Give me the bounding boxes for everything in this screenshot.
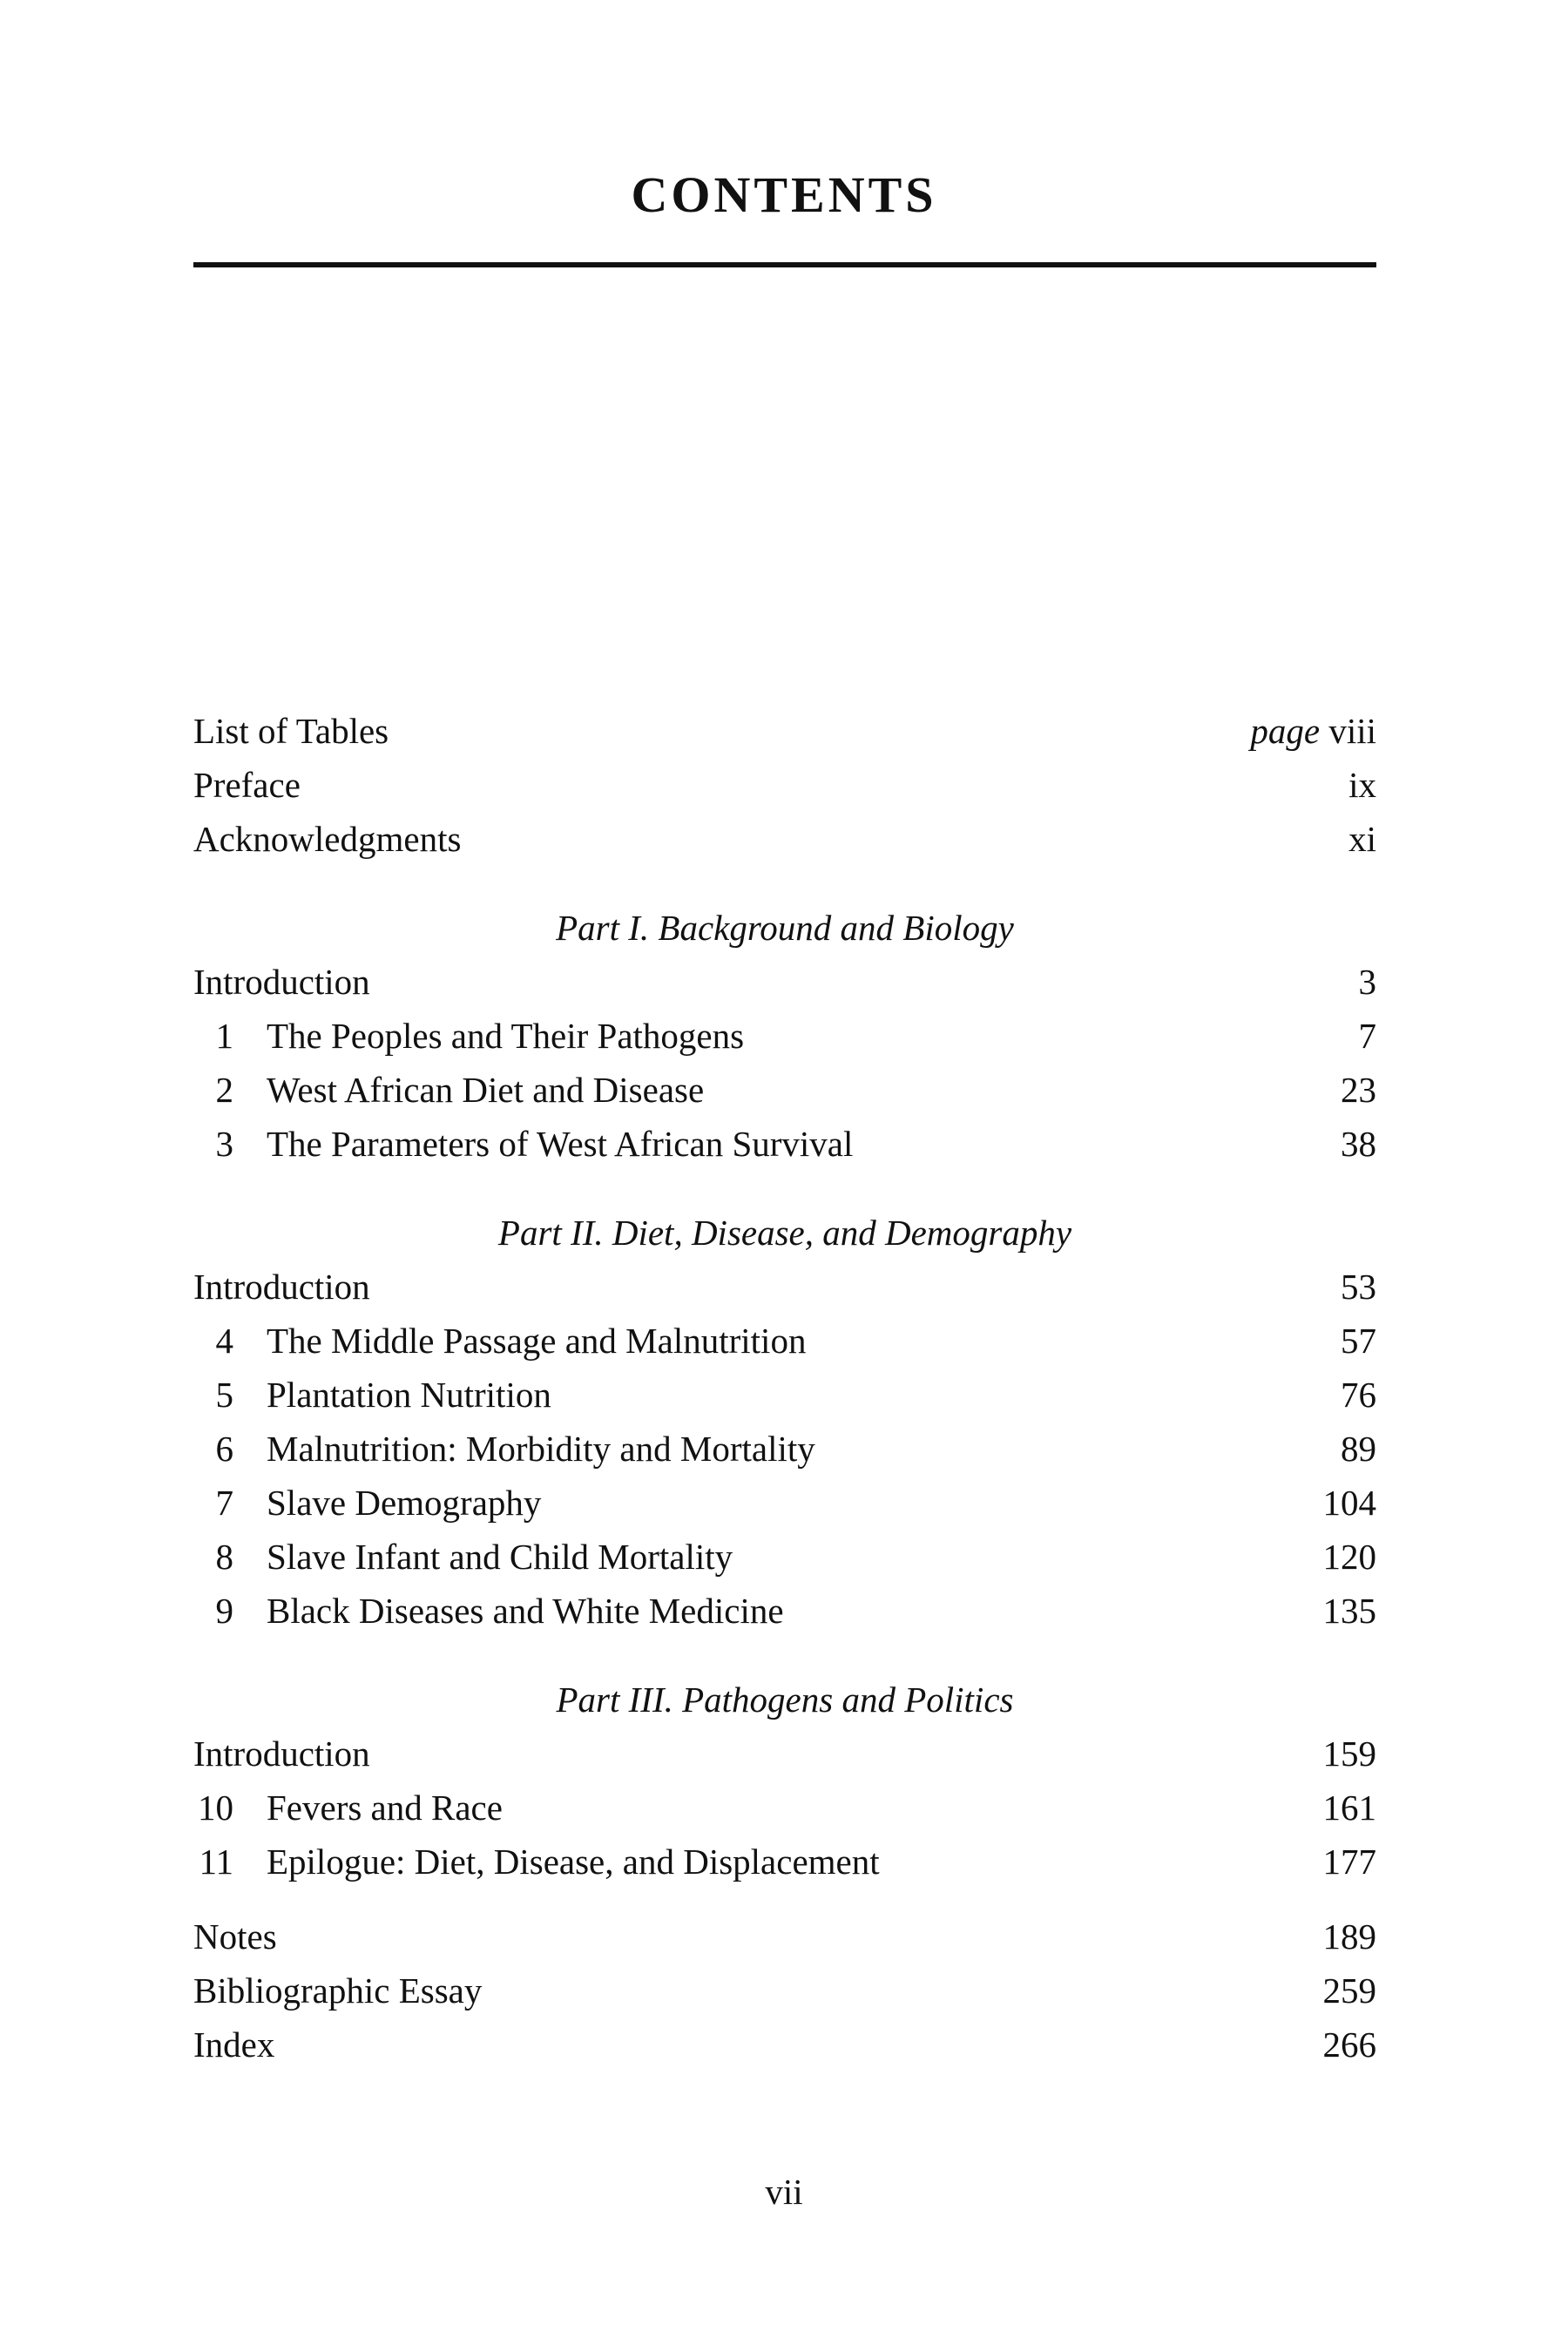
toc-entry-page: 120	[1322, 1537, 1376, 1577]
toc-entry-chapter-6[interactable]	[193, 1422, 1376, 1476]
toc-entry-chapter-5[interactable]	[193, 1368, 1376, 1422]
chapter-number: 7	[215, 1483, 233, 1523]
toc-entry-page: 159	[1322, 1734, 1376, 1774]
toc-entry-bibliographic-essay[interactable]	[193, 1963, 1376, 2017]
chapter-number: 5	[215, 1375, 233, 1415]
chapter-number: 11	[199, 1842, 233, 1882]
toc-entry-chapter-2[interactable]	[193, 1063, 1376, 1117]
toc-entry-page: xi	[1348, 819, 1376, 859]
page-number: viii	[1328, 711, 1376, 751]
toc-entry-page: 53	[1341, 1267, 1376, 1307]
chapter-number: 3	[215, 1124, 233, 1164]
toc-entry-page: ix	[1348, 765, 1376, 805]
toc-entry-index[interactable]	[193, 2017, 1376, 2072]
toc-entry-title: Introduction	[193, 962, 370, 1002]
toc-entry-chapter-1[interactable]	[193, 1009, 1376, 1063]
part-heading-1: Part I. Background and Biology	[556, 908, 1014, 948]
toc-entry-list-of-tables[interactable]	[193, 704, 1376, 758]
toc-entry-page: 161	[1322, 1788, 1376, 1828]
chapter-title: Epilogue: Diet, Disease, and Displacement	[267, 1842, 880, 1882]
chapter-number: 1	[215, 1016, 233, 1056]
part-heading-3: Part III. Pathogens and Politics	[556, 1680, 1014, 1720]
chapter-title: Fevers and Race	[267, 1788, 503, 1828]
toc-entry-title: List of Tables	[193, 711, 389, 751]
toc-entry-page: 57	[1341, 1321, 1376, 1361]
chapter-title: Plantation Nutrition	[267, 1375, 551, 1415]
toc-entry-title: Index	[193, 2024, 275, 2065]
chapter-title: Slave Demography	[267, 1483, 542, 1523]
spacer	[193, 1638, 1376, 1673]
toc-entry-chapter-7[interactable]	[193, 1476, 1376, 1530]
toc-entry-notes[interactable]	[193, 1909, 1376, 1963]
toc-entry-page: 135	[1322, 1591, 1376, 1631]
toc-entry-chapter-8[interactable]	[193, 1530, 1376, 1584]
toc-entry-title: Acknowledgments	[193, 819, 462, 859]
toc-entry-page: 259	[1322, 1970, 1376, 2011]
toc-entry-page: 177	[1322, 1842, 1376, 1882]
toc-entry-page: 38	[1341, 1124, 1376, 1164]
toc-entry-introduction[interactable]	[193, 1260, 1376, 1314]
chapter-number: 10	[198, 1788, 233, 1828]
page-folio: vii	[765, 2172, 803, 2212]
page-title: CONTENTS	[631, 166, 937, 223]
toc-entry-chapter-10[interactable]	[193, 1781, 1376, 1835]
chapter-number: 4	[215, 1321, 233, 1361]
page-prefix: page	[1250, 711, 1321, 751]
chapter-title: The Parameters of West African Survival	[267, 1124, 854, 1164]
toc-entry-page: 189	[1322, 1916, 1376, 1957]
toc-entry-introduction[interactable]	[193, 1727, 1376, 1781]
toc-entry-title: Bibliographic Essay	[193, 1970, 483, 2011]
spacer	[193, 1889, 1376, 1909]
toc-entry-chapter-11[interactable]	[193, 1835, 1376, 1889]
toc-entry-page: 104	[1322, 1483, 1376, 1523]
chapter-number: 2	[215, 1070, 233, 1110]
chapter-title: The Middle Passage and Malnutrition	[267, 1321, 807, 1361]
spacer	[193, 866, 1376, 901]
toc-entry-title: Introduction	[193, 1267, 370, 1307]
toc-entry-chapter-4[interactable]	[193, 1314, 1376, 1368]
toc-entry-title: Introduction	[193, 1734, 370, 1774]
chapter-title: West African Diet and Disease	[267, 1070, 705, 1110]
chapter-number: 9	[215, 1591, 233, 1631]
toc-entry-page: 23	[1341, 1070, 1376, 1110]
chapter-number: 6	[215, 1429, 233, 1469]
spacer	[193, 1171, 1376, 1206]
chapter-title: Slave Infant and Child Mortality	[267, 1537, 733, 1577]
toc-entry-preface[interactable]	[193, 758, 1376, 812]
table-of-contents	[193, 704, 1376, 2072]
toc-entry-page: 7	[1358, 1016, 1376, 1056]
toc-entry-page: 266	[1322, 2024, 1376, 2065]
toc-entry-title: Notes	[193, 1916, 277, 1957]
chapter-title: The Peoples and Their Pathogens	[267, 1016, 745, 1056]
title-rule	[193, 262, 1376, 267]
chapter-number: 8	[215, 1537, 233, 1577]
toc-entry-introduction[interactable]	[193, 955, 1376, 1009]
toc-entry-title: Preface	[193, 765, 301, 805]
toc-entry-chapter-3[interactable]	[193, 1117, 1376, 1171]
part-heading-2: Part II. Diet, Disease, and Demography	[497, 1213, 1072, 1253]
chapter-title: Malnutrition: Morbidity and Mortality	[267, 1429, 815, 1469]
chapter-title: Black Diseases and White Medicine	[267, 1591, 784, 1631]
toc-entry-page	[1250, 704, 1376, 758]
toc-entry-page: 89	[1341, 1429, 1376, 1469]
toc-entry-page: 3	[1358, 962, 1376, 1002]
toc-entry-chapter-9[interactable]	[193, 1584, 1376, 1638]
toc-entry-acknowledgments[interactable]	[193, 812, 1376, 866]
toc-entry-page: 76	[1341, 1375, 1376, 1415]
